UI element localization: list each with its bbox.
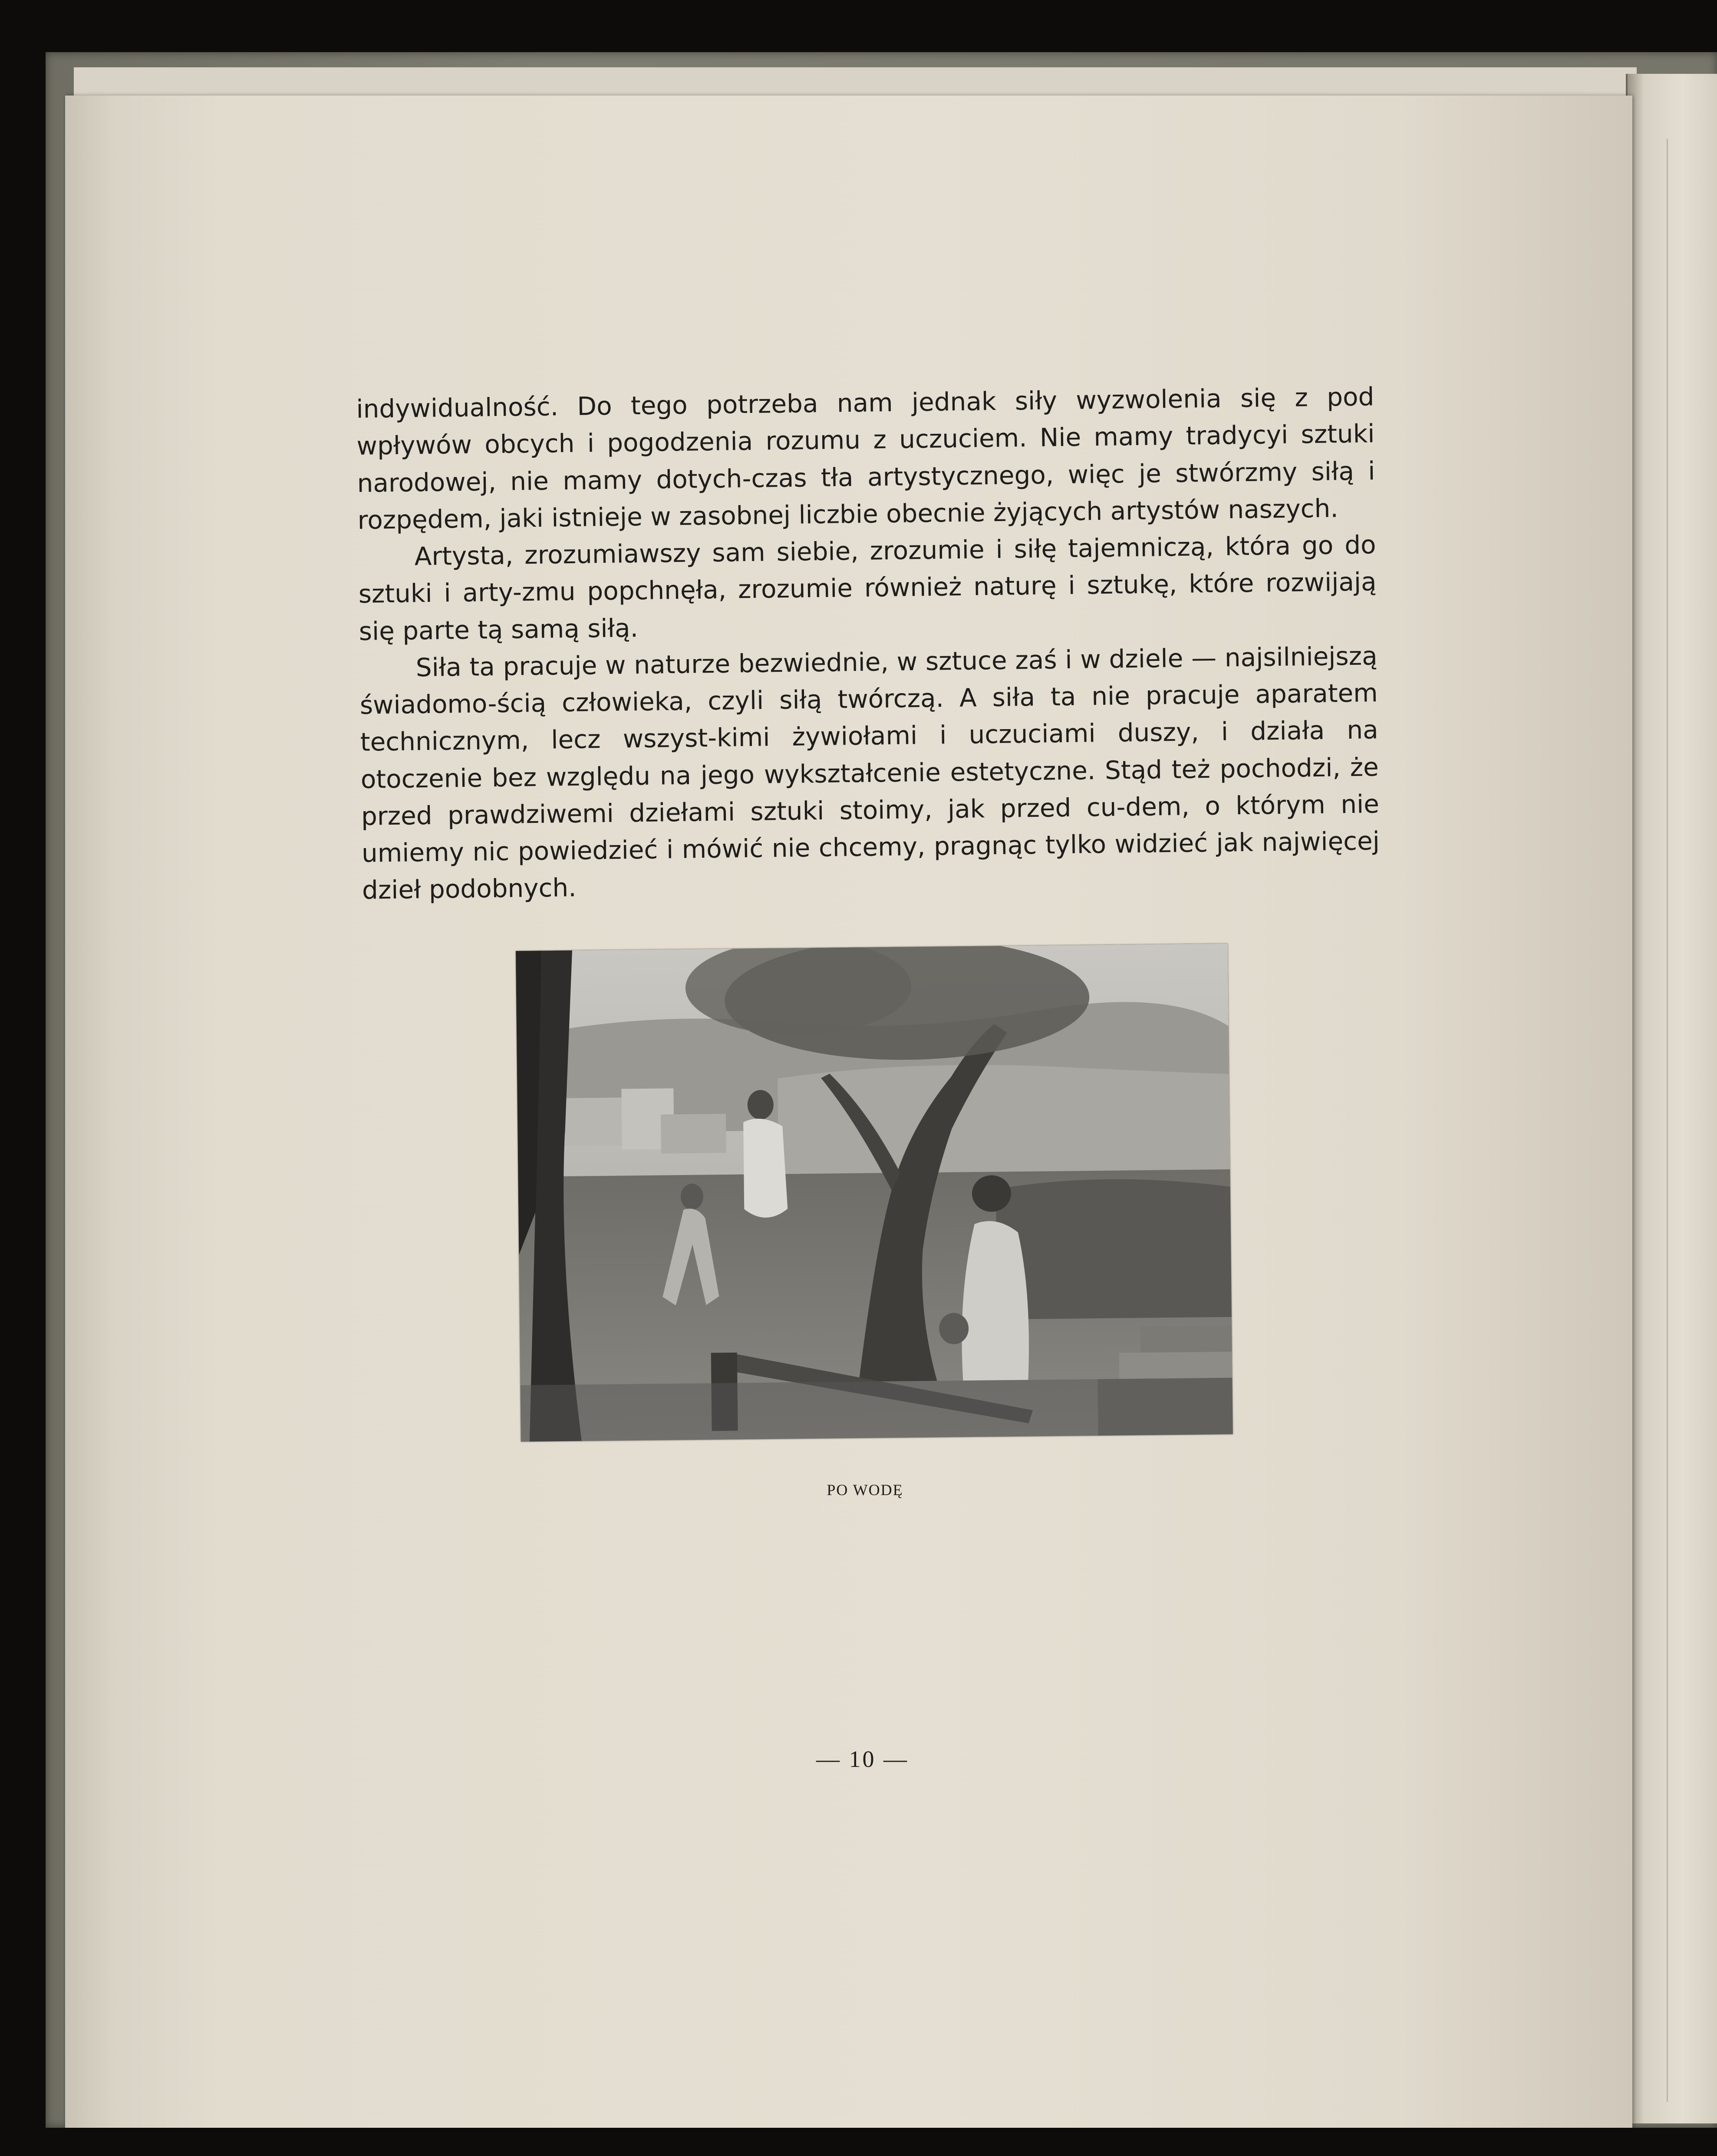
body-text	[356, 378, 1380, 909]
paragraph-2: Artysta, zrozumiawszy sam siebie, zrozumie i siłę tajemniczą, która go do sztuki i arty-zmu popchnęła, zrozumie również naturę i sztukę, które rozwijają się parte tą samą siłą.	[358, 530, 1377, 646]
figure-caption: PO WODĘ	[827, 1481, 903, 1499]
page-number: — 10 —	[816, 1746, 909, 1772]
page-fold-line	[1667, 139, 1668, 2102]
paragraph-3: Siła ta pracuje w naturze bezwiednie, w sztuce zaś i w dziele — najsilniejszą świadomo-ścią człowieka, czyli siłą twórczą. A siła ta nie pracuje aparatem technicznym, lecz wszyst-kimi żywiołami i uczuciami duszy, i działa na otoczenie bez względu na jego wykształcenie estetyczne. Stąd też pochodzi, że przed prawdziwemi dziełami sztuki stoimy, jak przed cu-dem, o którym nie umiemy nic powiedzieć i mówić nie chcemy, pragnąc tylko widzieć jak najwięcej dzieł podobnych.	[359, 641, 1380, 905]
paragraph-1: indywidualność. Do tego potrzeba nam jednak siły wyzwolenia się z pod wpływów obcych i pogodzenia rozumu z uczuciem. Nie mamy tradycyi sztuki narodowej, nie mamy dotych-czas tła artystycznego, więc je stwórzmy siłą i rozpędem, jaki istnieje w zasobnej liczbie obecnie żyjących artystów naszych.	[356, 382, 1375, 535]
painting-image	[516, 944, 1233, 1442]
facing-page-edge	[1626, 74, 1717, 2123]
painting-illustration	[516, 944, 1233, 1442]
